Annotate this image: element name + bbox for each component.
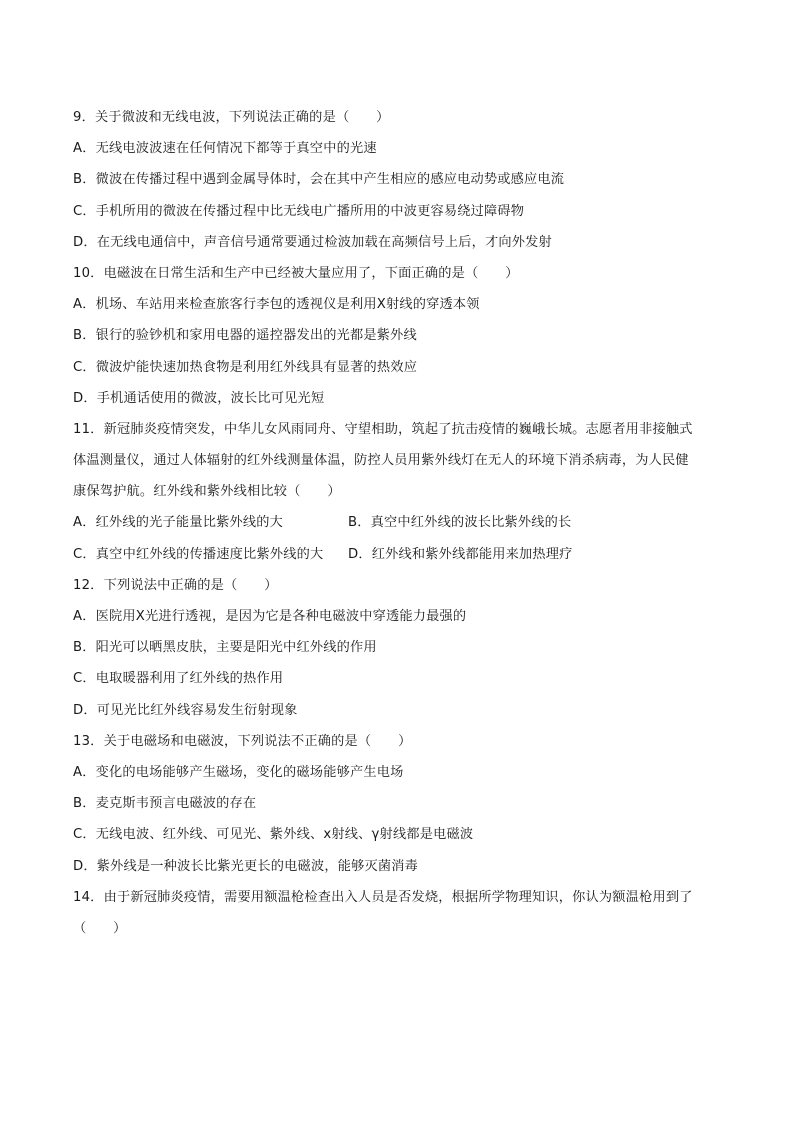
question-stem-line-1: 14．由于新冠肺炎疫情，需要用额温枪检查出入人员是否发烧，根据所学物理知识，你认为额温枪用到了 xyxy=(73,889,693,905)
option-c: C．电取暖器利用了红外线的热作用 xyxy=(73,671,284,687)
option-c: C．手机所用的微波在传播过程中比无线电广播所用的中波更容易绕过障碍物 xyxy=(73,203,525,219)
question-12 xyxy=(73,570,733,726)
question-stem: 12．下列说法中正确的是（ ） xyxy=(73,577,278,593)
option-c: C．无线电波、红外线、可见光、紫外线、x射线、γ射线都是电磁波 xyxy=(73,827,474,843)
question-10 xyxy=(73,258,733,414)
option-d: D．可见光比红外线容易发生衍射现象 xyxy=(73,702,298,718)
option-b: B．阳光可以晒黑皮肤，主要是阳光中红外线的作用 xyxy=(73,640,377,656)
question-stem-line-3: 康保驾护航。红外线和紫外线相比较（ ） xyxy=(73,484,341,500)
question-stem: 10．电磁波在日常生活和生产中已经被大量应用了，下面正确的是（ ） xyxy=(73,265,519,281)
option-a: A．机场、车站用来检查旅客行李包的透视仪是利用X射线的穿透本领 xyxy=(73,297,480,313)
option-d: D．红外线和紫外线都能用来加热理疗 xyxy=(348,546,573,562)
option-d: D．在无线电通信中，声音信号通常要通过检波加载在高频信号上后，才向外发射 xyxy=(73,234,552,250)
option-b: B．银行的验钞机和家用电器的遥控器发出的光都是紫外线 xyxy=(73,328,417,344)
question-stem-line-2: 体温测量仪，通过人体辐射的红外线测量体温，防控人员用紫外线灯在无人的环境下消杀病毒，为人民健 xyxy=(73,453,689,469)
question-stem: 13．关于电磁场和电磁波，下列说法不正确的是（ ） xyxy=(73,733,412,749)
option-b: B．麦克斯韦预言电磁波的存在 xyxy=(73,796,257,812)
question-stem-line-2: （ ） xyxy=(73,920,127,936)
option-row-ab xyxy=(73,507,733,538)
option-d: D．手机通话使用的微波，波长比可见光短 xyxy=(73,390,325,406)
option-b: B．微波在传播过程中遇到金属导体时，会在其中产生相应的感应电动势或感应电流 xyxy=(73,172,565,188)
question-14 xyxy=(73,882,733,944)
option-a: A．变化的电场能够产生磁场，变化的磁场能够产生电场 xyxy=(73,764,404,780)
option-c: C．真空中红外线的传播速度比紫外线的大 xyxy=(73,546,324,562)
question-stem-line-1: 11．新冠肺炎疫情突发，中华儿女风雨同舟、守望相助，筑起了抗击疫情的巍峨长城。志愿者用非接触式 xyxy=(73,421,693,437)
option-a: A．医院用X光进行透视，是因为它是各种电磁波中穿透能力最强的 xyxy=(73,609,467,624)
option-a: A．红外线的光子能量比紫外线的大 xyxy=(73,515,284,531)
question-13 xyxy=(73,726,733,882)
question-11 xyxy=(73,414,733,570)
question-stem: 9．关于微波和无线电波，下列说法正确的是（ ） xyxy=(73,110,390,125)
option-c: C．微波炉能快速加热食物是利用红外线具有显著的热效应 xyxy=(73,359,418,375)
option-d: D．紫外线是一种波长比紫光更长的电磁波，能够灭菌消毒 xyxy=(73,858,419,874)
option-b: B．真空中红外线的波长比紫外线的长 xyxy=(348,515,572,531)
question-list xyxy=(73,102,733,944)
option-a: A．无线电波波速在任何情况下都等于真空中的光速 xyxy=(73,141,377,157)
option-row-cd xyxy=(73,539,733,570)
question-9 xyxy=(73,102,733,258)
